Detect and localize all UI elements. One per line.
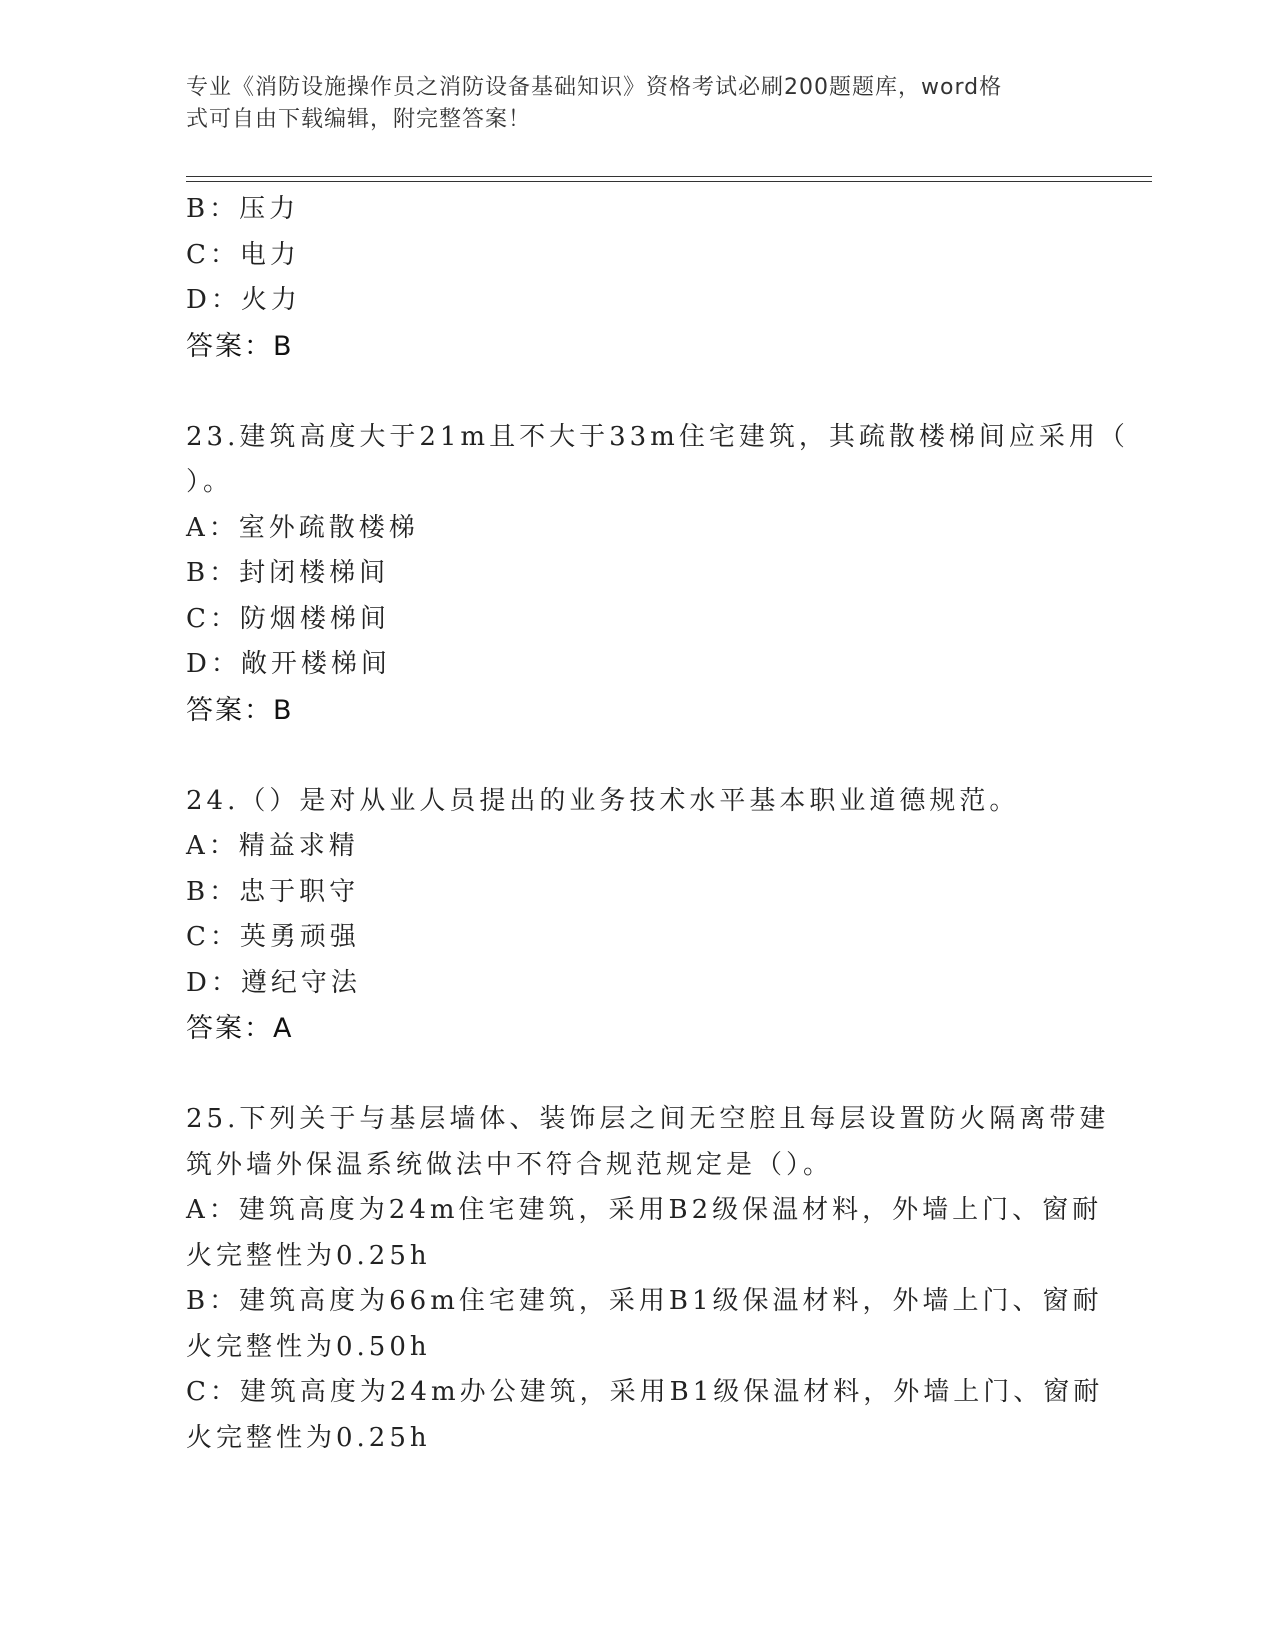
option-a: A：室外疏散楼梯 — [186, 512, 419, 543]
option-a-continued: 火完整性为0.25h — [186, 1240, 431, 1271]
question-22-tail — [186, 187, 1086, 369]
header-divider-top — [186, 176, 1152, 177]
question-stem: 23.建筑高度大于21m且不大于33m住宅建筑，其疏散楼梯间应采用（ — [186, 421, 1129, 452]
option-c-continued: 火完整性为0.25h — [186, 1422, 431, 1453]
question-23 — [186, 415, 1129, 734]
header-divider-bottom — [186, 181, 1152, 182]
answer-label: 答案：B — [186, 330, 294, 362]
question-stem-continued: 筑外墙外保温系统做法中不符合规范规定是（）。 — [186, 1149, 834, 1180]
question-stem: 25.下列关于与基层墙体、装饰层之间无空腔且每层设置防火隔离带建 — [186, 1104, 1110, 1134]
question-stem-continued: ）。 — [186, 467, 234, 497]
document-header — [186, 72, 1076, 136]
option-c: C：建筑高度为24m办公建筑，采用B1级保温材料，外墙上门、窗耐 — [186, 1377, 1104, 1407]
spacer — [186, 369, 1086, 415]
answer-label: 答案：A — [186, 1013, 294, 1044]
option-a: A：建筑高度为24m住宅建筑，采用B2级保温材料，外墙上门、窗耐 — [186, 1195, 1103, 1225]
spacer — [186, 733, 1086, 779]
option-d: D：遵纪守法 — [186, 967, 361, 998]
question-content — [186, 187, 1129, 1461]
option-d: D：火力 — [186, 285, 301, 315]
option-c: C：防烟楼梯间 — [186, 603, 390, 634]
option-b: B：建筑高度为66m住宅建筑，采用B1级保温材料，外墙上门、窗耐 — [186, 1286, 1103, 1316]
option-b-continued: 火完整性为0.50h — [186, 1331, 431, 1362]
option-b: B：压力 — [186, 194, 300, 224]
option-c: C：英勇顽强 — [186, 922, 360, 952]
header-line-1: 专业《消防设施操作员之消防设备基础知识》资格考试必刷200题题库，word格 — [186, 75, 1003, 100]
option-b: B：封闭楼梯间 — [186, 558, 390, 588]
question-24 — [186, 779, 1086, 1052]
question-25 — [186, 1097, 1110, 1461]
option-c: C：电力 — [186, 239, 300, 270]
header-line-2: 式可自由下载编辑，附完整答案！ — [186, 107, 532, 132]
option-a: A：精益求精 — [186, 831, 359, 861]
question-stem: 24.（）是对从业人员提出的业务技术水平基本职业道德规范。 — [186, 785, 1020, 816]
option-d: D：敞开楼梯间 — [186, 649, 391, 679]
answer-label: 答案：B — [186, 694, 294, 726]
option-b: B：忠于职守 — [186, 876, 360, 907]
spacer — [186, 1052, 1086, 1098]
